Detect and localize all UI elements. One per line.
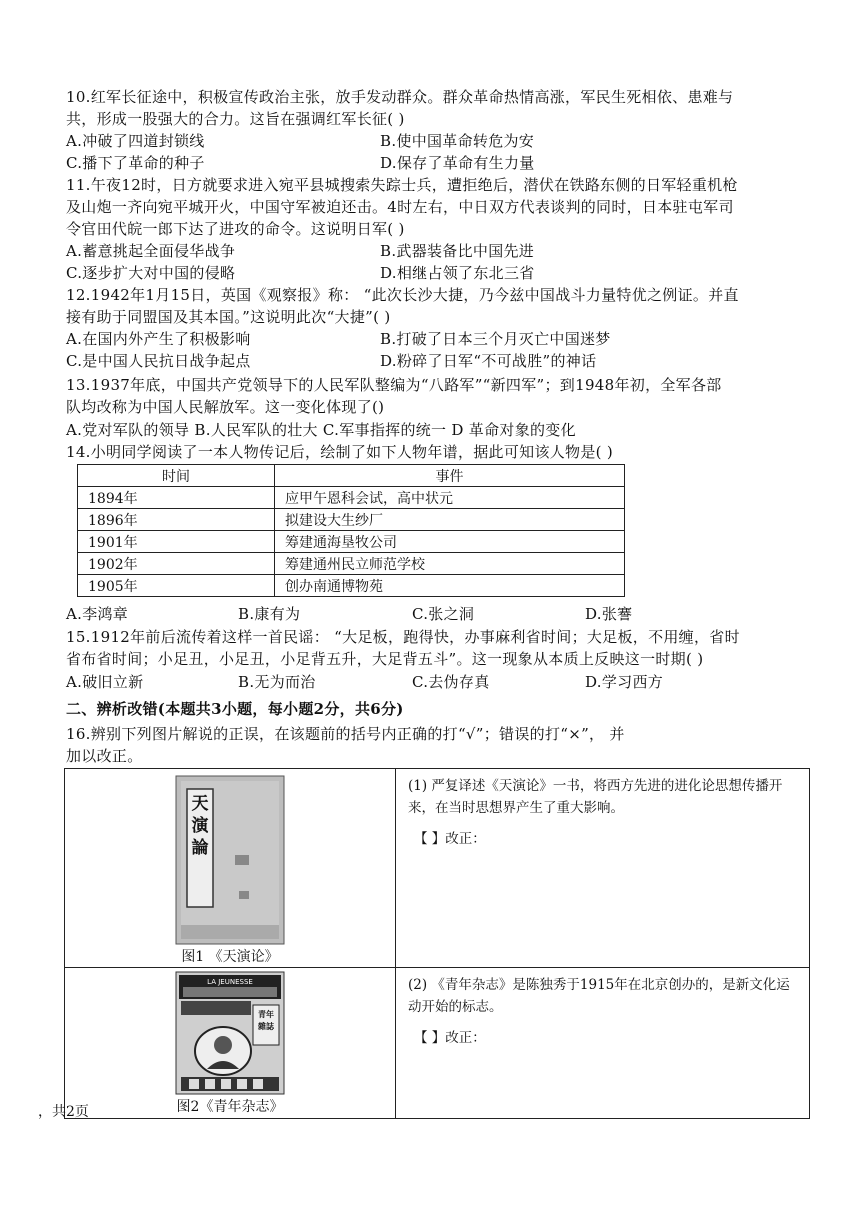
- q15-option-c: C.去伪存真: [412, 673, 490, 691]
- q11-option-b: B.武器装备比中国先进: [380, 242, 535, 260]
- q14-option-d: D.张謇: [585, 605, 633, 623]
- cover-banner-text: LA JEUNESSE: [207, 978, 253, 986]
- q16-item2-image-cell: [65, 968, 396, 1119]
- q15-option-a: A.破旧立新: [66, 673, 144, 691]
- q14-stem: 14.小明同学阅读了一本人物传记后，绘制了如下人物年谱，据此可知该人物是( ): [66, 443, 614, 461]
- q15-stem-line1: 15.1912年前后流传着这样一首民谣： “大足板，跑得快，办事麻利省时间；大足板，不用缠，省时: [66, 628, 740, 646]
- q10-stem-line1: 10.红军长征途中，积极宣传政治主张，放手发动群众。群众革命热情高涨，军民生死相依、患难与: [66, 88, 734, 106]
- table-cell-event: 应甲午恩科会试，高中状元: [275, 487, 625, 509]
- qingnian-zazhi-cover-image: [175, 971, 285, 1095]
- table-row: [78, 531, 625, 553]
- svg-text:演: 演: [191, 816, 209, 836]
- q14-option-c: C.张之洞: [412, 605, 475, 623]
- table-row: [78, 575, 625, 597]
- q13-options: A.党对军队的领导 B.人民军队的壮大 C.军事指挥的统一 D 革命对象的变化: [66, 421, 576, 439]
- q16-item1-row: [65, 769, 810, 968]
- table-header-time: 时间: [78, 465, 275, 487]
- table-cell-year: 1902年: [78, 553, 275, 575]
- q11-option-c: C.逐步扩大对中国的侵略: [66, 264, 236, 282]
- svg-text:青年: 青年: [258, 1009, 274, 1019]
- q12-stem-line1: 12.1942年1月15日，英国《观察报》称： “此次长沙大捷，乃今兹中国战斗力量特优之例证。并直: [66, 286, 739, 304]
- chronology-table: [77, 464, 625, 597]
- q11-option-a: A.蓄意挑起全面侵华战争: [66, 242, 236, 260]
- q12-option-b: B.打破了日本三个月灭亡中国迷梦: [380, 330, 611, 348]
- q15-option-b: B.无为而治: [238, 673, 316, 691]
- q14-option-a: A.李鸿章: [66, 605, 129, 623]
- table-cell-event: 筹建通海垦牧公司: [275, 531, 625, 553]
- q15-stem-line2: 省布省时间；小足丑，小足丑，小足背五升，大足背五斗”。这一现象从本质上反映这一时期( ): [66, 650, 704, 668]
- figure1-caption: 图1 《天演论》: [181, 949, 279, 965]
- q12-option-c: C.是中国人民抗日战争起点: [66, 352, 251, 370]
- q12-option-d: D.粉碎了日军“不可战胜”的神话: [380, 352, 597, 370]
- cover-title-char: 天: [191, 794, 209, 814]
- tianyanlun-cover-image: [175, 775, 285, 945]
- table-cell-event: 拟建设大生纱厂: [275, 509, 625, 531]
- table-cell-event: 筹建通州民立师范学校: [275, 553, 625, 575]
- section-heading: 二、辨析改错(本题共3小题，每小题2分，共6分): [66, 700, 404, 718]
- q14-option-b: B.康有为: [238, 605, 301, 623]
- q13-stem-line2: 队均改称为中国人民解放军。这一变化体现了(): [66, 398, 385, 416]
- table-cell-year: 1894年: [78, 487, 275, 509]
- q10-option-b: B.使中国革命转危为安: [380, 132, 535, 150]
- q10-option-d: D.保存了革命有生力量: [380, 154, 535, 172]
- q11-stem-line2: 及山炮一齐向宛平城开火，中国守军被迫还击。4时左右，中日双方代表谈判的同时，日本驻屯军司: [66, 198, 734, 216]
- picture-analysis-table: [64, 768, 810, 1119]
- q13-stem-line1: 13.1937年底，中国共产党领导下的人民军队整编为“八路军”“新四军”；到1948年初，全军各部: [66, 376, 722, 394]
- q16-stem-line2: 加以改正。: [66, 747, 143, 765]
- q16-stem-line1: 16.辨别下列图片解说的正误，在该题前的括号内正确的打“√”；错误的打“×”， 并: [66, 725, 625, 743]
- q16-item1-text-cell: [396, 769, 810, 968]
- q16-item2-answer-mark: 【 】改正：: [414, 1030, 486, 1046]
- q10-option-c: C.播下了革命的种子: [66, 154, 205, 172]
- q16-item2-text-cell: [396, 968, 810, 1119]
- q16-item1-statement: (1) 严复译述《天演论》一书，将西方先进的进化论思想传播开来，在当时思想界产生了重大影响。: [408, 778, 783, 816]
- q16-item1-answer-mark: 【 】改正：: [414, 831, 486, 847]
- q11-stem-line1: 11.午夜12时，日方就要求进入宛平县城搜索失踪士兵，遭拒绝后，潜伏在铁路东侧的日军轻重机枪: [66, 176, 738, 194]
- q15-option-d: D.学习西方: [585, 673, 664, 691]
- q10-stem-line2: 共，形成一股强大的合力。这旨在强调红军长征( ): [66, 110, 405, 128]
- table-row: [78, 553, 625, 575]
- q12-stem-line2: 接有助于同盟国及其本国。”这说明此次“大捷”( ): [66, 308, 391, 326]
- table-row: [78, 487, 625, 509]
- q16-item2-statement: (2) 《青年杂志》是陈独秀于1915年在北京创办的，是新文化运动开始的标志。: [408, 977, 790, 1015]
- table-cell-year: 1896年: [78, 509, 275, 531]
- q10-option-a: A.冲破了四道封锁线: [66, 132, 205, 150]
- table-cell-year: 1901年: [78, 531, 275, 553]
- q16-item1-image-cell: [65, 769, 396, 968]
- q16-item2-row: [65, 968, 810, 1119]
- table-cell-year: 1905年: [78, 575, 275, 597]
- table-cell-event: 创办南通博物苑: [275, 575, 625, 597]
- svg-text:雜誌: 雜誌: [258, 1021, 274, 1031]
- table-header-event: 事件: [275, 465, 625, 487]
- page-footer: ，共2页: [38, 1104, 89, 1120]
- q12-option-a: A.在国内外产生了积极影响: [66, 330, 251, 348]
- svg-text:論: 論: [191, 838, 209, 858]
- q11-option-d: D.相继占领了东北三省: [380, 264, 535, 282]
- table-header-row: [78, 465, 625, 487]
- table-row: [78, 509, 625, 531]
- figure2-caption: 图2《青年杂志》: [176, 1099, 284, 1115]
- q11-stem-line3: 令官田代皖一郎下达了进攻的命令。这说明日军( ): [66, 220, 405, 238]
